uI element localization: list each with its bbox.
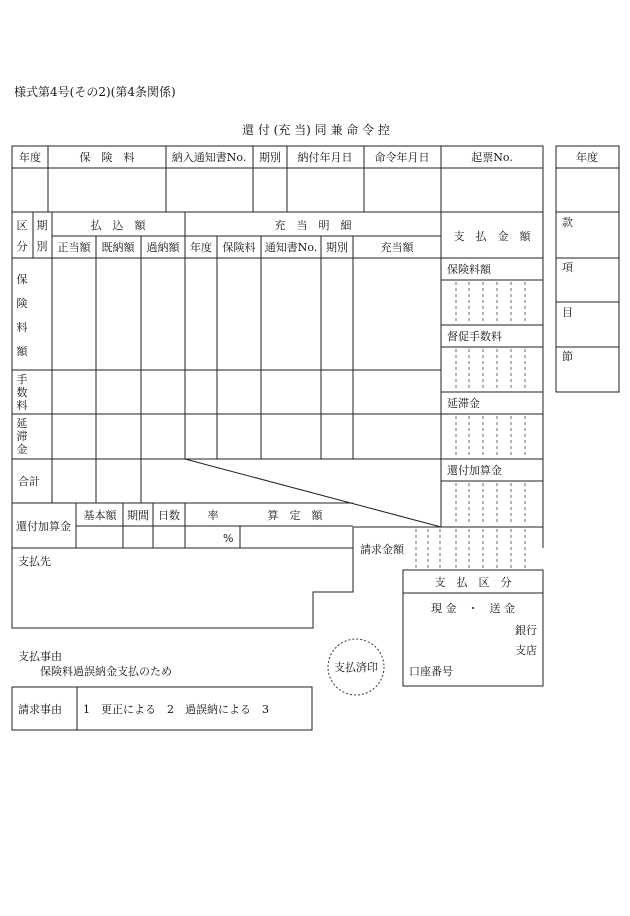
payment-reason-label: 支払事由	[18, 650, 62, 663]
row-delinquency-char-3: 金	[16, 443, 28, 456]
rate-percent: %	[223, 532, 234, 545]
proper-amount-header: 正当額	[57, 241, 91, 254]
header-insurance: 保 険 料	[79, 151, 135, 164]
appr-year-header: 年度	[190, 241, 212, 254]
row-total: 合計	[18, 475, 40, 488]
ledger-setsu: 節	[562, 350, 573, 363]
appropriated-header: 充当額	[380, 241, 414, 254]
claim-reason-label: 請求事由	[18, 703, 62, 716]
payee-label: 支払先	[18, 555, 51, 568]
form-title: 還 付 (充 当) 同 兼 命 令 控	[242, 123, 390, 137]
row-fee-char-2: 数	[16, 386, 28, 399]
payment-method: 現 金 ・ 送 金	[431, 602, 515, 615]
row-insurance-char-2: 険	[16, 297, 28, 310]
account-label: 口座番号	[409, 665, 453, 678]
paid-amount-header: 既納額	[101, 241, 135, 254]
header-period: 期別	[259, 151, 281, 164]
payment-stamp-text: 支払済印	[334, 661, 378, 674]
appr-period-header: 期別	[326, 241, 348, 254]
refund-rate-header: 率	[207, 509, 219, 522]
row-delinquency-char-1: 延	[16, 417, 28, 430]
breakdown-insurance: 保険料額	[447, 263, 491, 276]
payee-box	[12, 548, 353, 628]
refund-base-header: 基本額	[83, 509, 117, 522]
ledger-kou: 項	[562, 261, 573, 274]
claim-reason-options: 1 更正による 2 過誤納による 3	[83, 703, 269, 716]
bank-label: 銀行	[515, 624, 537, 637]
ledger-year: 年度	[576, 151, 598, 164]
form-number: 様式第4号(その2)(第4条関係)	[14, 85, 176, 99]
branch-label: 支店	[515, 644, 537, 657]
appr-insurance-header: 保険料	[222, 241, 256, 254]
row-fee-char-3: 料	[16, 399, 28, 412]
header-notice-no: 納入通知書No.	[171, 151, 247, 164]
row-insurance-char-3: 料	[16, 321, 28, 334]
kubun-char-2: 分	[16, 240, 28, 253]
kibetsu-char-2: 別	[36, 240, 48, 253]
row-insurance-char-1: 保	[16, 273, 28, 286]
header-voucher-no: 起票No.	[471, 151, 513, 164]
payment-reason-text: 保険料過誤納金支払のため	[40, 665, 172, 678]
ledger-moku: 目	[562, 306, 573, 319]
header-year: 年度	[19, 151, 41, 164]
refund-calc-header: 算 定 額	[267, 509, 323, 522]
claim-amount-label: 請求金額	[360, 543, 404, 556]
row-insurance-char-4: 額	[16, 345, 28, 358]
header-payment-date: 納付年月日	[297, 151, 353, 164]
payment-total-header: 支 払 金 額	[453, 230, 531, 243]
row-delinquency-char-2: 滞	[16, 430, 28, 443]
breakdown-delinquency: 延滞金	[447, 397, 480, 410]
payment-amount-header: 払 込 額	[90, 219, 146, 232]
payment-breakdown	[353, 258, 543, 592]
kubun-char-1: 区	[16, 219, 28, 232]
payment-class-title: 支 払 区 分	[434, 576, 512, 589]
header-order-date: 命令年月日	[374, 151, 430, 164]
refund-days-header: 日数	[158, 509, 180, 522]
breakdown-refund-addition: 還付加算金	[447, 464, 502, 477]
appr-notice-header: 通知書No.	[264, 241, 318, 254]
appropriation-detail-header: 充 当 明 細	[274, 219, 352, 232]
over-amount-header: 過納額	[146, 241, 180, 254]
breakdown-reminder-fee: 督促手数料	[447, 330, 502, 343]
kibetsu-char-1: 期	[36, 219, 48, 232]
refund-addition-label: 還付加算金	[16, 520, 71, 533]
ledger-kan: 款	[562, 216, 573, 229]
refund-period-header: 期間	[127, 509, 149, 522]
row-fee-char-1: 手	[16, 373, 28, 386]
